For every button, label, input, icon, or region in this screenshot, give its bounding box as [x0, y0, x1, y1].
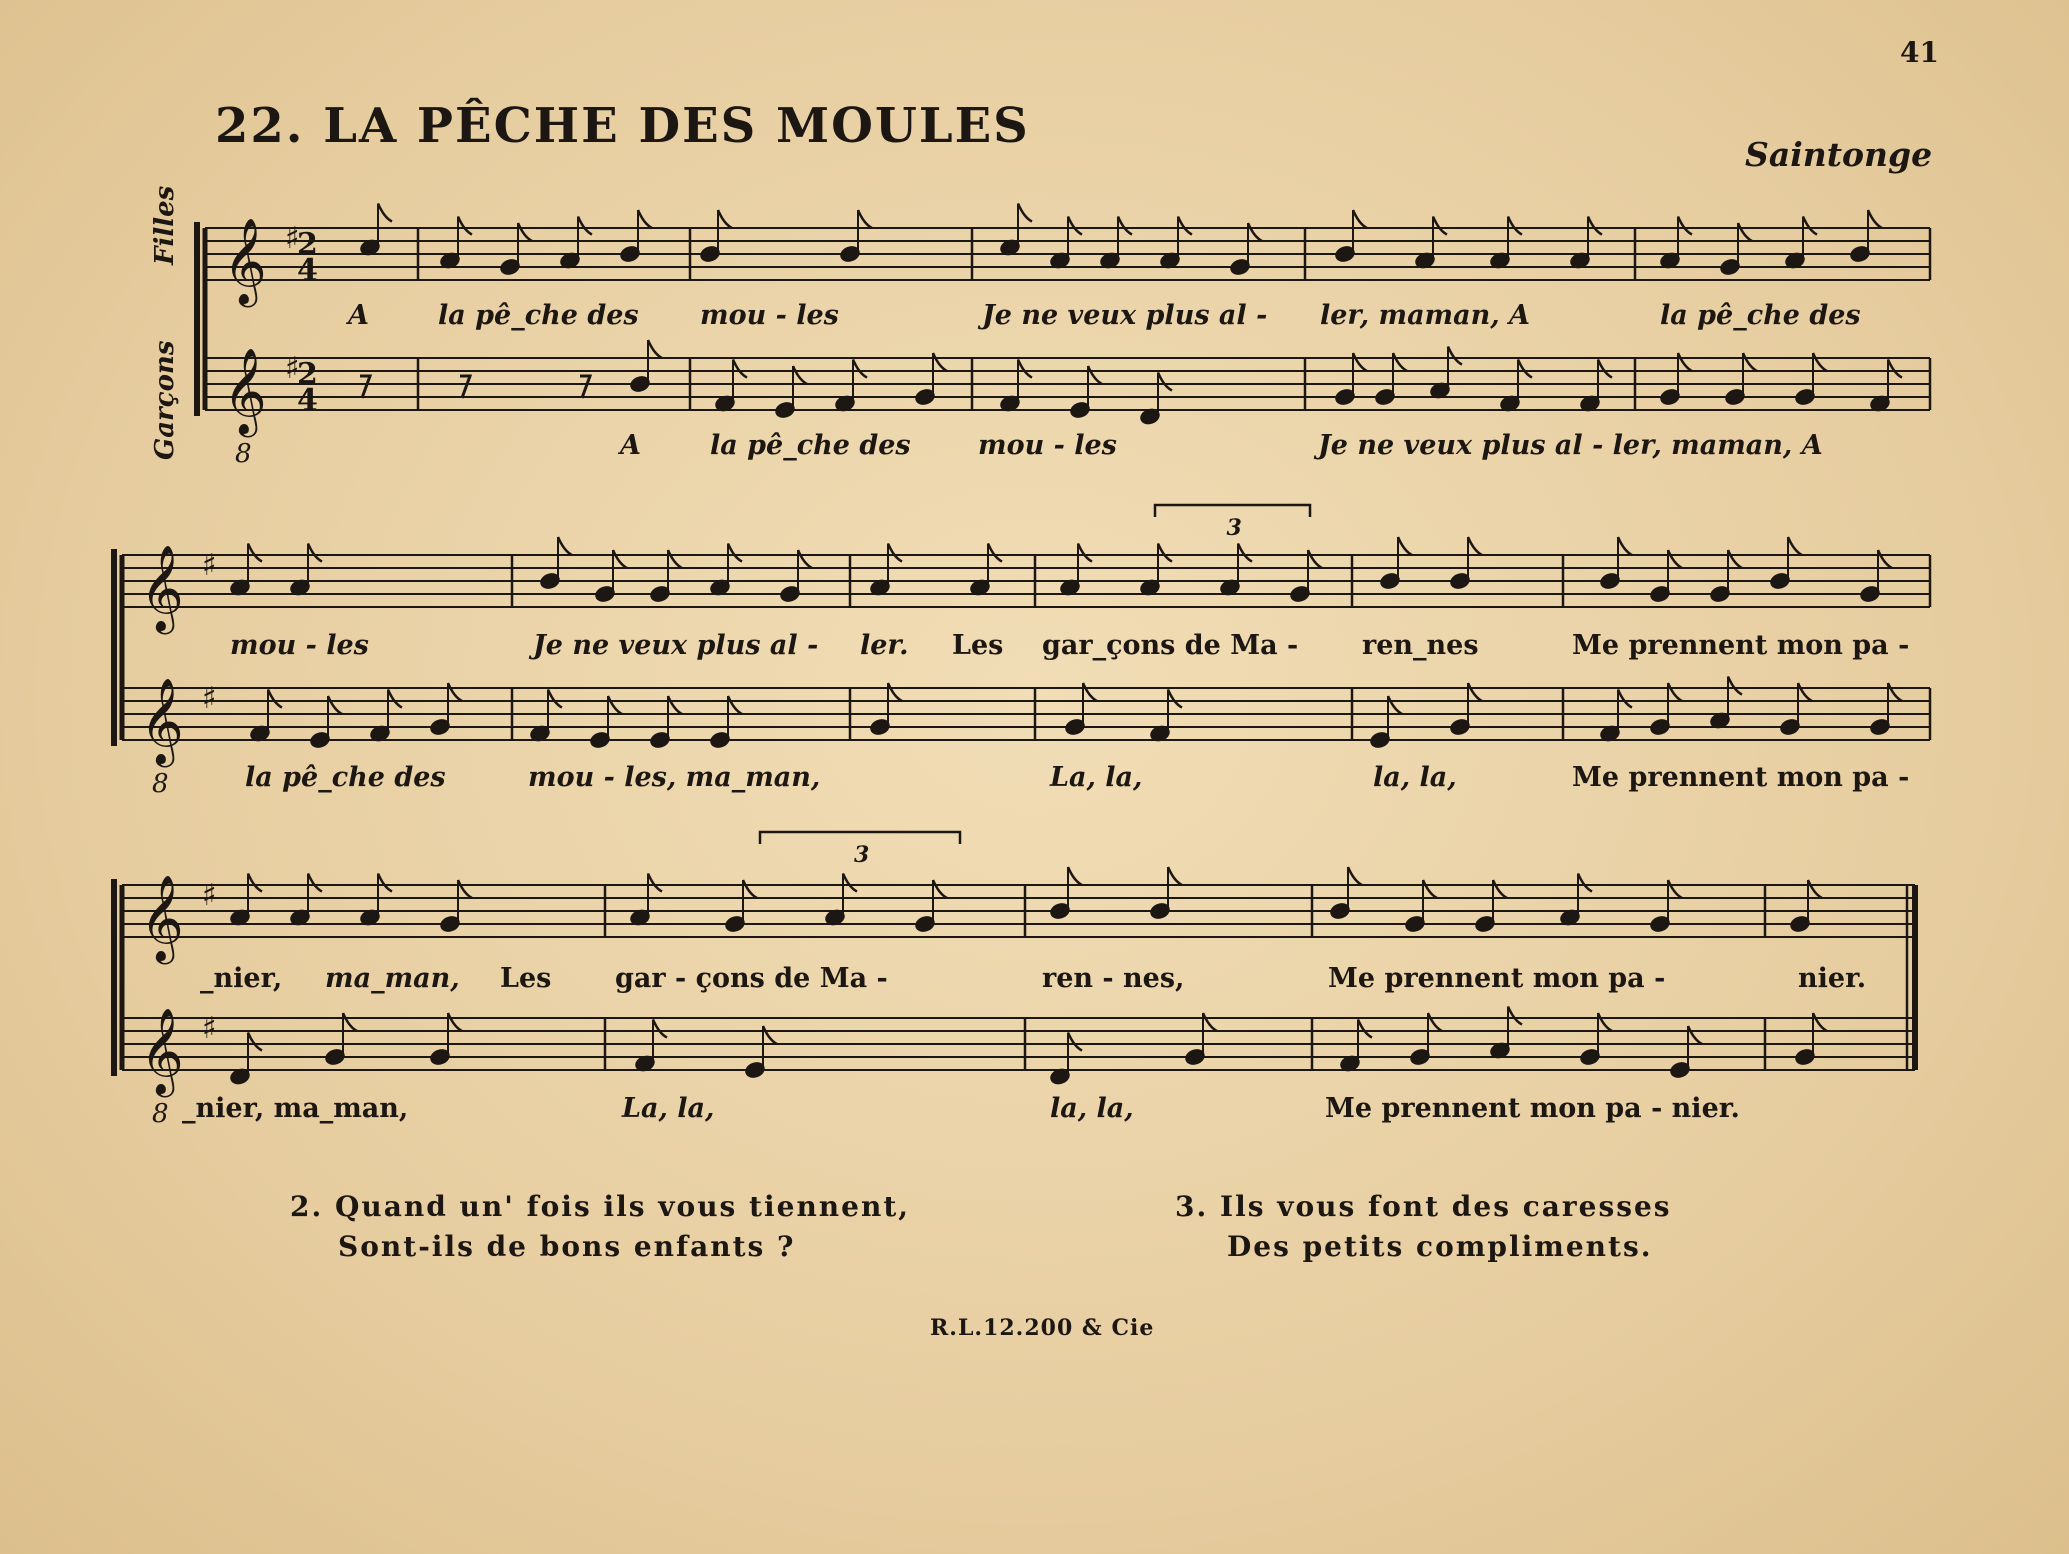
lyric: Me prennent mon pa -	[1572, 630, 1910, 661]
note-flag	[718, 210, 732, 228]
note-flag	[1118, 217, 1132, 235]
lyric: la pê_che des	[710, 430, 911, 461]
tuplet-number: 3	[854, 842, 870, 868]
verse-2	[290, 1187, 910, 1267]
treble-clef: 𝄞	[140, 545, 184, 631]
note-flag	[933, 353, 947, 371]
note-flag	[448, 683, 462, 701]
note-flag	[728, 544, 742, 562]
key-signature-sharp: ♯	[285, 351, 300, 386]
note-flag	[843, 874, 857, 892]
note-flag	[1618, 537, 1632, 555]
note-flag	[1353, 353, 1367, 371]
note-flag	[1388, 696, 1402, 714]
note-flag	[268, 690, 282, 708]
eighth-rest	[580, 376, 590, 398]
note-flag	[1888, 360, 1902, 378]
note-flag	[653, 1020, 667, 1038]
lyric: _nier,	[200, 963, 283, 994]
verse-line: Sont-ils de bons enfants ?	[338, 1230, 796, 1263]
key-signature-sharp: ♯	[202, 681, 217, 716]
note-flag	[578, 217, 592, 235]
lyric: Me prennent mon pa - nier.	[1325, 1093, 1740, 1124]
octave-marker: 8	[152, 769, 169, 799]
page-number: 41	[1900, 36, 1939, 69]
voice-label-filles: Filles	[150, 185, 180, 265]
note-flag	[1348, 867, 1362, 885]
note-flag	[378, 874, 392, 892]
note-flag	[1068, 1033, 1082, 1051]
note-flag	[1428, 1013, 1442, 1031]
note-flag	[518, 223, 532, 241]
note-flag	[343, 1013, 357, 1031]
lyric: A	[348, 300, 369, 331]
note-flag	[1618, 690, 1632, 708]
lyric: gar_çons de Ma -	[1042, 630, 1299, 661]
note-flag	[608, 696, 622, 714]
note-flag	[1508, 217, 1522, 235]
treble-clef: 𝄞	[223, 348, 267, 434]
treble-clef: 𝄞	[140, 1008, 184, 1094]
note-flag	[1578, 874, 1592, 892]
lyric: mou - les	[978, 430, 1117, 461]
note-flag	[743, 880, 757, 898]
note-flag	[733, 360, 747, 378]
note-flag	[1728, 677, 1742, 695]
lyric: la, la,	[1050, 1093, 1134, 1124]
note-flag	[1788, 537, 1802, 555]
note-flag	[1308, 550, 1322, 568]
note-flag	[1728, 550, 1742, 568]
note-flag	[728, 696, 742, 714]
note-flag	[1158, 544, 1172, 562]
eighth-rest	[460, 376, 470, 398]
treble-clef: 𝄞	[140, 678, 184, 764]
note-flag	[1168, 690, 1182, 708]
note-flag	[1353, 210, 1367, 228]
note-flag	[613, 550, 627, 568]
note-flag	[388, 690, 402, 708]
note-flag	[1088, 366, 1102, 384]
note-flag	[1743, 353, 1757, 371]
note-flag	[458, 217, 472, 235]
note-flag	[1668, 550, 1682, 568]
note-flag	[548, 690, 562, 708]
note-flag	[308, 874, 322, 892]
note-flag	[798, 550, 812, 568]
lyric: mou - les	[230, 630, 369, 661]
note-flag	[1203, 1013, 1217, 1031]
note-flag	[1668, 880, 1682, 898]
note-flag	[988, 544, 1002, 562]
note-flag	[378, 204, 392, 222]
note-flag	[1808, 880, 1822, 898]
note-flag	[1888, 683, 1902, 701]
note-flag	[1423, 880, 1437, 898]
note-flag	[668, 696, 682, 714]
song-title: 22. LA PÊCHE DES MOULES	[215, 98, 1030, 154]
note-flag	[1688, 1026, 1702, 1044]
note-flag	[1588, 217, 1602, 235]
lyric: mou - les, ma_man,	[528, 762, 821, 793]
note-flag	[1238, 544, 1252, 562]
note-flag	[888, 683, 902, 701]
note-flag	[763, 1026, 777, 1044]
key-signature-sharp: ♯	[202, 548, 217, 583]
lyric: Je ne veux plus al - ler, maman, A	[1318, 430, 1823, 461]
lyric: la pê_che des	[245, 762, 446, 793]
lyric: gar - çons de Ma -	[615, 963, 888, 994]
note-flag	[248, 544, 262, 562]
note-flag	[1518, 360, 1532, 378]
note-flag	[888, 544, 902, 562]
publisher-mark: R.L.12.200 & Cie	[930, 1315, 1155, 1341]
voice-label-garcons: Garçons	[150, 340, 180, 460]
note-flag	[1868, 210, 1882, 228]
lyric: Les	[952, 630, 1004, 661]
note-flag	[1393, 353, 1407, 371]
note-flag	[1678, 217, 1692, 235]
note-flag	[1493, 880, 1507, 898]
note-flag	[1798, 683, 1812, 701]
note-flag	[793, 366, 807, 384]
song-origin: Saintonge	[1745, 135, 1933, 174]
time-signature-top: 2	[297, 357, 318, 392]
note-flag	[1448, 347, 1462, 365]
note-flag	[1668, 683, 1682, 701]
note-flag	[1083, 683, 1097, 701]
note-flag	[1598, 1013, 1612, 1031]
note-flag	[1158, 373, 1172, 391]
lyric: nier.	[1798, 963, 1867, 994]
note-flag	[1358, 1020, 1372, 1038]
verse-line: 2. Quand un' fois ils vous tiennent,	[290, 1190, 911, 1223]
note-flag	[1468, 683, 1482, 701]
treble-clef: 𝄞	[140, 875, 184, 961]
note-flag	[1168, 867, 1182, 885]
note-flag	[648, 874, 662, 892]
key-signature-sharp: ♯	[202, 1011, 217, 1046]
lyric: ler.	[860, 630, 909, 661]
lyric: ma_man,	[325, 963, 460, 994]
eighth-rest	[360, 376, 370, 398]
lyric: _nier, ma_man,	[182, 1093, 409, 1124]
time-signature-bottom: 4	[297, 383, 318, 418]
note-flag	[248, 874, 262, 892]
lyric: la pê_che des	[438, 300, 639, 331]
note-flag	[648, 340, 662, 358]
verse-3	[1175, 1187, 1672, 1267]
tuplet-number: 3	[1226, 515, 1242, 541]
note-flag	[933, 880, 947, 898]
note-flag	[1018, 360, 1032, 378]
lyric: mou - les	[700, 300, 839, 331]
treble-clef: 𝄞	[223, 218, 267, 304]
lyric: Les	[500, 963, 552, 994]
lyric: ren_nes	[1362, 630, 1479, 661]
note-flag	[1678, 353, 1692, 371]
verse-line: 3. Ils vous font des caresses	[1175, 1190, 1672, 1223]
lyric: ren - nes,	[1042, 963, 1185, 994]
note-flag	[1878, 550, 1892, 568]
key-signature-sharp: ♯	[202, 878, 217, 913]
note-flag	[1813, 353, 1827, 371]
note-flag	[328, 696, 342, 714]
note-flag	[1598, 360, 1612, 378]
note-flag	[248, 1033, 262, 1051]
note-flag	[1078, 544, 1092, 562]
octave-marker: 8	[152, 1099, 169, 1129]
lyric: ler, maman, A	[1320, 300, 1531, 331]
note-flag	[638, 210, 652, 228]
note-flag	[1018, 204, 1032, 222]
lyric: A	[620, 430, 641, 461]
lyric: Me prennent mon pa -	[1572, 762, 1910, 793]
note-flag	[458, 880, 472, 898]
note-flag	[1803, 217, 1817, 235]
note-flag	[1398, 537, 1412, 555]
note-flag	[308, 544, 322, 562]
note-flag	[1738, 223, 1752, 241]
verse-line: Des petits compliments.	[1227, 1230, 1653, 1263]
note-flag	[1178, 217, 1192, 235]
note-flag	[1068, 217, 1082, 235]
note-flag	[1468, 537, 1482, 555]
time-signature-bottom: 4	[297, 253, 318, 288]
lyric: La, la,	[1050, 762, 1143, 793]
lyric: La, la,	[622, 1093, 715, 1124]
lyric: la pê_che des	[1660, 300, 1861, 331]
note-flag	[1813, 1013, 1827, 1031]
lyric: la, la,	[1373, 762, 1457, 793]
lyric: Je ne veux plus al -	[533, 630, 819, 661]
key-signature-sharp: ♯	[285, 221, 300, 256]
note-flag	[1068, 867, 1082, 885]
note-flag	[448, 1013, 462, 1031]
lyric: Me prennent mon pa -	[1328, 963, 1666, 994]
note-flag	[858, 210, 872, 228]
lyric: Je ne veux plus al -	[982, 300, 1268, 331]
note-flag	[558, 537, 572, 555]
time-signature-top: 2	[297, 227, 318, 262]
octave-marker: 8	[235, 439, 252, 469]
note-flag	[853, 360, 867, 378]
note-flag	[1248, 223, 1262, 241]
note-flag	[1433, 217, 1447, 235]
note-flag	[668, 550, 682, 568]
note-flag	[1508, 1007, 1522, 1025]
